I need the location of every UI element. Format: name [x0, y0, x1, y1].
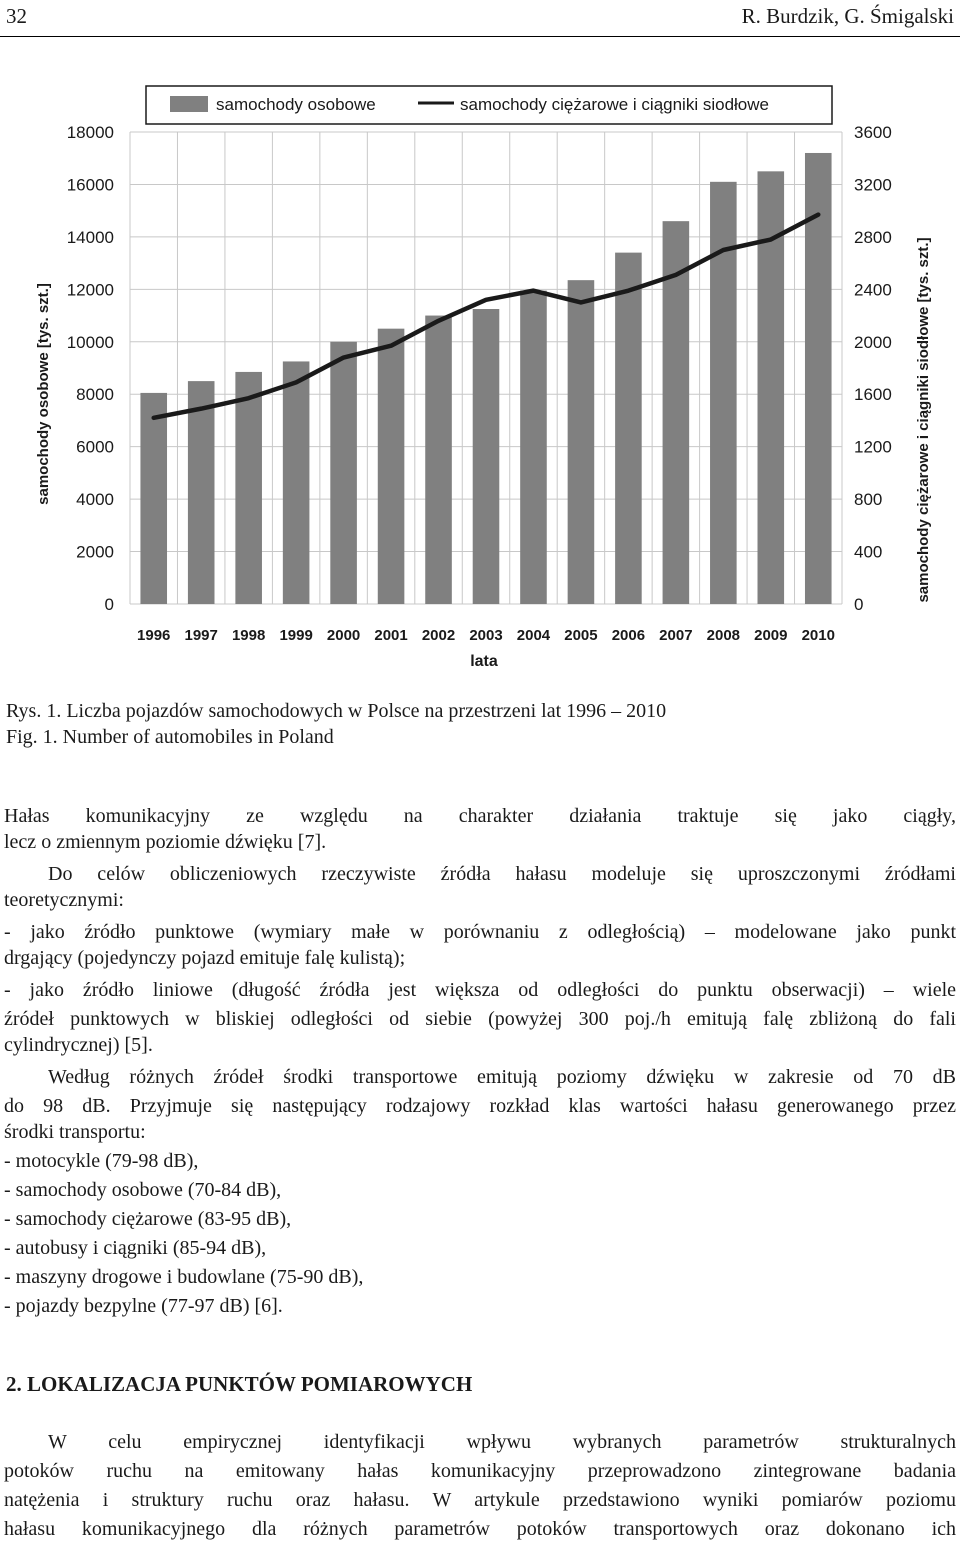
paragraph-5-line-3: środki transportu:	[4, 1121, 146, 1143]
y-right-tick-label: 3200	[854, 175, 892, 195]
x-tick-label: 2002	[421, 627, 456, 644]
bar-1998	[235, 372, 262, 604]
y-left-tick-label: 8000	[76, 385, 114, 405]
legend-label-line: samochody ciężarowe i ciągniki siodłowe	[460, 95, 769, 114]
y-left-tick-label: 0	[104, 595, 114, 614]
running-head-authors: R. Burdzik, G. Śmigalski	[741, 4, 954, 28]
y-left-tick-label: 4000	[76, 490, 114, 510]
y-right-tick-label: 400	[854, 542, 883, 562]
bar-1997	[188, 381, 215, 604]
y-left-tick-label: 10000	[66, 332, 114, 352]
y-left-tick-label: 16000	[66, 175, 114, 195]
paragraph-2-line-1: Do celów obliczeniowych rzeczywiste źródła hałasu modeluje się uproszczonymi źródłami	[48, 863, 956, 885]
y-left-tick-label: 12000	[66, 280, 114, 300]
y-left-tick-label: 18000	[66, 123, 114, 142]
left-axis-title: samochody osobowe [tys. szt.]	[35, 283, 52, 505]
paragraph-6-line-4: hałasu komunikacyjnego dla różnych parametrów potoków transportowych oraz dokonano ich	[4, 1518, 956, 1540]
bar-1999	[283, 361, 310, 604]
bar-2000	[330, 342, 357, 604]
x-tick-label: 2006	[611, 627, 646, 644]
paragraph-6-line-2: potoków ruchu na emitowany hałas komunikacyjny przeprowadzono zintegrowane badania	[4, 1460, 956, 1482]
paragraph-4-line-2: źródeł punktowych w bliskiej odległości od siebie (powyżej 300 poj./h emitują falę zbliżoną do fali	[4, 1008, 956, 1030]
legend-label-bar: samochody osobowe	[216, 95, 376, 114]
bar-2002	[425, 316, 452, 604]
paragraph-2-line-2: teoretycznymi:	[4, 889, 124, 911]
list-item: - maszyny drogowe i budowlane (75-90 dB),	[4, 1266, 364, 1288]
paragraph-6-line-1: W celu empirycznej identyfikacji wpływu wybranych parametrów strukturalnych	[48, 1431, 956, 1453]
chart-bars	[140, 153, 831, 604]
paragraph-1-line-2: lecz o zmiennym poziomie dźwięku [7].	[4, 831, 327, 853]
figure-caption-pl: Rys. 1. Liczba pojazdów samochodowych w Polsce na przestrzeni lat 1996 – 2010	[6, 700, 667, 722]
x-tick-label: 2003	[469, 627, 503, 644]
x-tick-label: 1998	[231, 627, 266, 644]
legend-bar-swatch	[170, 96, 208, 112]
bar-2001	[378, 329, 405, 604]
paragraph-1-line-1: Hałas komunikacyjny ze względu na charakter działania traktuje się jako ciągły,	[4, 805, 956, 827]
y-left-tick-label: 2000	[76, 542, 114, 562]
x-axis-title: lata	[470, 653, 498, 670]
figure-caption-en: Fig. 1. Number of automobiles in Poland	[6, 726, 334, 748]
x-tick-label: 2010	[801, 627, 835, 644]
x-tick-label: 2005	[564, 627, 598, 644]
list-item: - samochody ciężarowe (83-95 dB),	[4, 1208, 292, 1230]
x-tick-label: 1996	[137, 627, 171, 644]
bar-2005	[568, 280, 595, 604]
paragraph-3-line-2: drgający (pojedynczy pojazd emituje falę kulistą);	[4, 947, 406, 969]
paragraph-4-line-3: cylindrycznej) [5].	[4, 1034, 153, 1056]
y-right-tick-label: 2800	[854, 227, 892, 247]
paragraph-3-line-1: - jako źródło punktowe (wymiary małe w porównaniu z odległością) – modelowane jako punkt	[4, 921, 956, 943]
x-tick-label: 1997	[184, 627, 218, 644]
paragraph-5-line-1: Według różnych źródeł środki transportowe emitują poziomy dźwięku w zakresie od 70 dB	[48, 1066, 956, 1088]
x-tick-label: 2001	[374, 627, 408, 644]
x-tick-label: 2004	[516, 627, 551, 644]
paragraph-6-line-3: natężenia i struktury ruchu oraz hałasu. W artykule przedstawiono wyniki pomiarów poziomu	[4, 1489, 956, 1511]
list-item: - pojazdy bezpylne (77-97 dB) [6].	[4, 1295, 283, 1317]
y-right-tick-label: 0	[854, 595, 864, 614]
y-right-tick-label: 2400	[854, 280, 892, 300]
right-axis-title: samochody ciężarowe i ciągniki siodłowe [tys. szt.]	[915, 237, 932, 603]
bar-1996	[140, 393, 167, 604]
y-right-tick-label: 2000	[854, 332, 892, 352]
y-right-tick-label: 3600	[854, 123, 892, 142]
bar-2006	[615, 253, 642, 604]
paragraph-4-line-1: - jako źródło liniowe (długość źródła jest większa od odległości do punktu obserwacji) – wiele	[4, 979, 956, 1001]
y-right-tick-label: 1200	[854, 437, 892, 457]
section-heading: 2. LOKALIZACJA PUNKTÓW POMIAROWYCH	[6, 1372, 473, 1396]
chart-legend	[146, 86, 832, 124]
y-right-tick-label: 1600	[854, 385, 892, 405]
y-left-tick-label: 14000	[66, 227, 114, 247]
bar-2004	[520, 291, 547, 604]
bar-2003	[473, 309, 500, 604]
list-item: - autobusy i ciągniki (85-94 dB),	[4, 1237, 267, 1259]
x-tick-label: 2000	[326, 627, 361, 644]
x-tick-label: 2009	[754, 627, 788, 644]
vehicle-count-chart	[0, 60, 960, 680]
x-tick-label: 2007	[659, 627, 693, 644]
page-number: 32	[6, 4, 27, 28]
list-item: - motocykle (79-98 dB),	[4, 1150, 199, 1172]
x-tick-label: 1999	[279, 627, 313, 644]
y-right-tick-label: 800	[854, 490, 883, 510]
paragraph-5-line-2: do 98 dB. Przyjmuje się następujący rodzajowy rozkład klas wartości hałasu generowanego przez	[4, 1095, 956, 1117]
bar-2008	[710, 182, 737, 604]
x-tick-label: 2008	[706, 627, 741, 644]
list-item: - samochody osobowe (70-84 dB),	[4, 1179, 282, 1201]
page-header	[0, 0, 960, 37]
y-left-tick-label: 6000	[76, 437, 114, 457]
